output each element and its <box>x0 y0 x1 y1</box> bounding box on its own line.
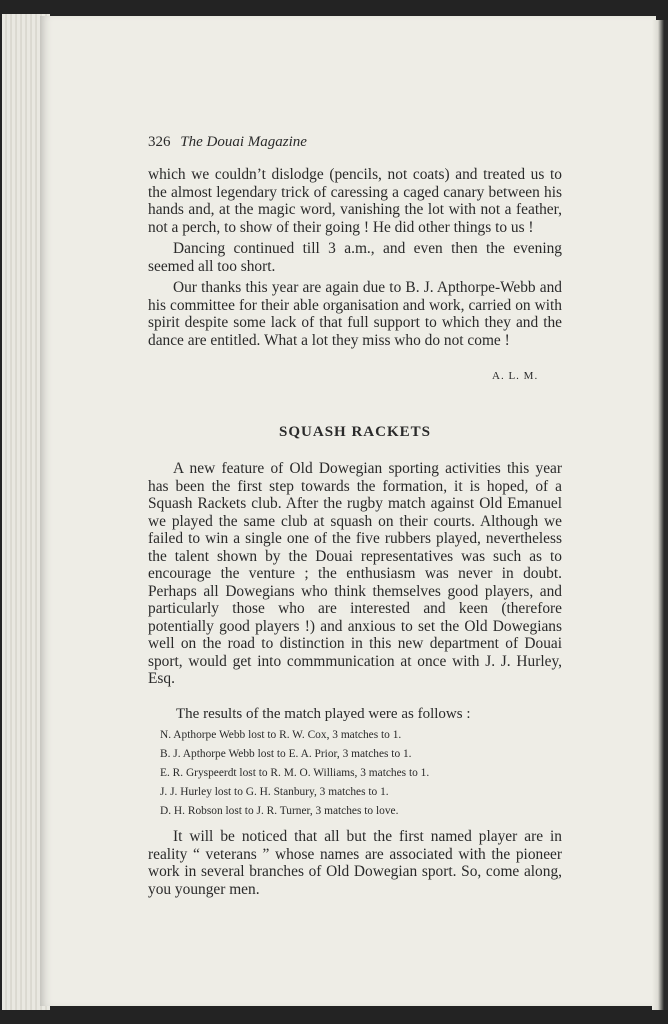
dance-report-text <box>148 166 562 349</box>
section-heading: SQUASH RACKETS <box>279 424 431 440</box>
results-list <box>160 726 429 821</box>
result-item: D. H. Robson lost to J. R. Turner, 3 matches to love. <box>160 805 399 817</box>
paragraph: which we couldn’t dislodge (pencils, not coats) and treated us to the almost legendary trick of caressing a caged canary between his hands and, at the magic word, vanishing the lot with not a feather, not a perch, to show of their going ! He did other things to us ! <box>148 166 562 236</box>
result-item: E. R. Gryspeerdt lost to R. M. O. Williams, 3 matches to 1. <box>160 767 430 779</box>
squash-report-text <box>148 460 562 688</box>
closing-text <box>148 828 562 898</box>
result-item: B. J. Apthorpe Webb lost to E. A. Prior, 3 matches to 1. <box>160 748 412 760</box>
page-number: 326 <box>148 134 171 150</box>
result-item: J. J. Hurley lost to G. H. Stanbury, 3 matches to 1. <box>160 786 389 798</box>
results-intro: The results of the match played were as follows : <box>176 706 471 722</box>
paragraph: Dancing continued till 3 a.m., and even then the evening seemed all too short. <box>148 240 562 275</box>
paragraph: It will be noticed that all but the first named player are in reality “ veterans ” whose names are associated with the pioneer work in several branches of Old Dowegian sport. So, come along, you younger men. <box>148 828 562 898</box>
book-gutter-edge <box>652 20 668 1010</box>
paragraph: A new feature of Old Dowegian sporting activities this year has been the first step towards the formation, it is hoped, of a Squash Rackets club. After the rugby match against Old Emanuel we played the same club at squash on their courts. Although we failed to win a single one of the five rubbers played, nevertheless the talent shown by the Douai representatives was such as to encourage the venture ; the enthusiasm was never in doubt. Perhaps all Dowegians who think themselves good players, and particularly those who are interested and keen (therefore potentially good players !) and anxious to set the Old Dowegians well on the road to distinction in this new department of Douai sport, would get into commmunication at once with J. J. Hurley, Esq. <box>148 460 562 687</box>
author-initials: A. L. M. <box>492 370 539 382</box>
running-header <box>148 134 307 151</box>
result-item: N. Apthorpe Webb lost to R. W. Cox, 3 matches to 1. <box>160 729 402 741</box>
paragraph: Our thanks this year are again due to B. J. Apthorpe-Webb and his committee for their able organisation and work, carried on with spirit despite some lack of that full support to which they and the dance are entitled. What a lot they miss who do not come ! <box>148 279 562 349</box>
magazine-title: The Douai Magazine <box>180 134 307 150</box>
